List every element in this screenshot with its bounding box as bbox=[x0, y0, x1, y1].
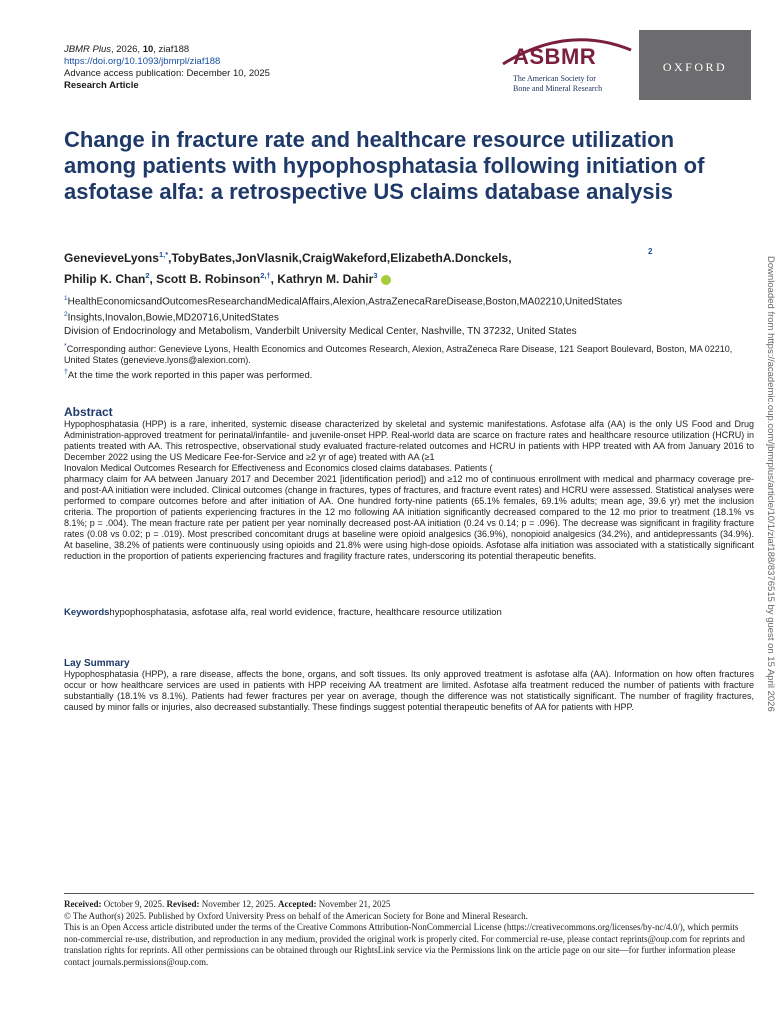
abstract-body bbox=[64, 419, 754, 562]
volume: 10 bbox=[142, 44, 154, 55]
author-name[interactable]: ,TobyBates, bbox=[168, 251, 236, 265]
asbmr-subtitle: The American Society for Bone and Mineral Research bbox=[513, 74, 603, 93]
journal-meta: JBMR Plus, 2026, 10, ziaf188 https://doi.org/10.1093/jbmrpl/ziaf188 Advance access publication: December 10, 2025 Research Article bbox=[64, 44, 270, 91]
affiliation-1: $^1$HealthEconomicsandOutcomesResearchandMedicalAffairs,Alexion,AstraZenecaRareDisease,Boston,MA02210,UnitedStates bbox=[64, 295, 623, 308]
affiliations bbox=[64, 292, 754, 338]
author-name[interactable]: JonVlasnik, bbox=[235, 251, 302, 265]
keywords: Keywordshypophosphatasia, asfotase alfa, real world evidence, fracture, healthcare resource utilization bbox=[64, 607, 502, 618]
corresponding-author: *Corresponding author: Genevieve Lyons, Health Economics and Outcomes Research, Alexion, AstraZeneca Rare Disease, 121 Seaport Boulevard, Boston, MA 02210, United States (genevieve.lyons@alexion.com). bbox=[64, 343, 733, 365]
abstract-paragraph: pharmacy claim for AA between January 2017 and December 2021 [identification period]) and ≥12 mo of continuous enrollment with medical and pharmacy coverage pre- and post-AA initiation were included. Clinical outcomes (change in fractures, types of fractures, and fracture event rates) and HCRU were assessed. Statistical analyses were performed to compare outcomes before and after initiation of AA. One hundred forty-nine patients (65.1% females, 69.1% adults; mean age, 39.6 yr) met the inclusion criteria. The proportion of patients experiencing fractures in the 12 mo following AA initiation significantly decreased compared to the 12 mo prior to treatment (18.1% vs 8.1%; p = .004). The mean fracture rate per patient per year nominally decreased post-AA initiation (0.24 vs 0.14; p = .096). The decrease was significant in fragility fracture rates (0.08 vs 0.02; p = .019). Most prescribed concomitant drugs at baseline were opioid analgesics (36.9%), nonopioid analgesics (34.2%), and antidepressants (34.9%). At baseline, 38.2% of patients were continuously using opioids and 21.8% were using high-dose opioids. Asfotase alfa initiation was associated with a statistically significant reduction in the proportion of patients experiencing fractures and fragility fracture rates, underscoring its potential therapeutic benefits. bbox=[64, 474, 754, 561]
affiliation-2: $^2$Insights,Inovalon,Bowie,MD20716,UnitedStates bbox=[64, 311, 279, 324]
lay-summary-heading: Lay Summary bbox=[64, 658, 130, 669]
affiliation-superscript: 2 bbox=[648, 247, 653, 256]
article-type: Research Article bbox=[64, 80, 139, 91]
download-side-text: Downloaded from https://academic.oup.com/jbmrplus/article/10/1/ziaf188/8376515 by guest on 15 April 2026 bbox=[765, 256, 776, 712]
author-name[interactable]: CraigWakeford, bbox=[301, 251, 391, 265]
author-name[interactable]: , Kathryn M. Dahir bbox=[270, 272, 374, 286]
oxford-name: OXFORD bbox=[662, 60, 728, 74]
keywords-label: Keywords bbox=[64, 607, 110, 618]
asbmr-name: ASBMR bbox=[513, 44, 597, 69]
abstract-paragraph: Inovalon Medical Outcomes Research for Effectiveness and Economics closed claims databases. Patients ( bbox=[64, 463, 493, 473]
lay-summary-body: Hypophosphatasia (HPP), a rare disease, affects the bone, organs, and soft tissues. Its only approved treatment is asfotase alfa (AA). Information on how often fractures occur or how healthcare services are used in patients with HPP receiving AA treatment are limited. Asfotase alfa treatment reduced the number of patients with fracture substantially (18.1% vs 8.1%). Patients had fewer fractures per year on average, though the difference was not statistically significant. The number of fragility fractures, caused by minor falls or injuries, also decreased substantially. These findings suggest potential therapeutic benefits of AA for patients with HPP. bbox=[64, 669, 754, 712]
footer-divider bbox=[64, 893, 754, 894]
author-name[interactable]: ElizabethA.Donckels, bbox=[390, 251, 512, 265]
license: This is an Open Access article distributed under the terms of the Creative Commons Attribution-NonCommercial License (https://creativecommons.org/licenses/by-nc/4.0/), which permits non-commercial re-use, distribution, and reproduction in any medium, provided the original work is properly cited. For commercial re-use, please contact reprints@oup.com for reprints and translation rights for reprints. All other permissions can be obtained through our RightsLink service via the Permissions link on the article page on our site—for further information please contact journals.permissions@oup.com. bbox=[64, 922, 745, 967]
author-name[interactable]: , Scott B. Robinson bbox=[149, 272, 261, 286]
abstract-paragraph: Hypophosphatasia (HPP) is a rare, inherited, systemic disease characterized by skeletal and systemic manifestations. Asfotase alfa (AA) is the only US Food and Drug Administration-approved treatment for perinatal/infantile- and juvenile-onset HPP. Real-world data are scarce on fracture rates and healthcare resource utilization (HCRU) in patients treated with AA. This retrospective, observational study evaluated fracture-related outcomes and HCRU in patients with HPP treated with AA from January 2016 to December 2022 using the US Medicare Fee-for-Service and ≥2 yr of age) treated with AA (≥1 bbox=[64, 419, 754, 462]
advance-access: Advance access publication: December 10, 2025 bbox=[64, 68, 270, 79]
footer bbox=[64, 899, 754, 968]
copyright: © The Author(s) 2025. Published by Oxford University Press on behalf of the American Society for Bone and Mineral Research. bbox=[64, 910, 528, 921]
article-title: Change in fracture rate and healthcare resource utilization among patients with hypophosphatasia following initiation of asfotase alfa: a retrospective US claims database analysis bbox=[64, 127, 705, 204]
doi-link[interactable]: https://doi.org/10.1093/jbmrpl/ziaf188 bbox=[64, 56, 221, 67]
author-name[interactable]: GenevieveLyons bbox=[64, 251, 159, 265]
dates: Received: October 9, 2025. Revised: November 12, 2025. Accepted: November 21, 2025 bbox=[64, 899, 391, 909]
abstract-heading: Abstract bbox=[64, 405, 113, 419]
author-list: GenevieveLyons$^{1,*}$,TobyBates,JonVlasnik,CraigWakeford,ElizabethA.Donckels, Philip K. Chan$^2$, Scott B. Robinson$^{2,\dagger}$, Kathryn M. Dahir$^3$ bbox=[64, 250, 512, 286]
affiliation-3: Division of Endocrinology and Metabolism, Vanderbilt University Medical Center, Nashville, TN 37232, United States bbox=[64, 325, 577, 337]
orcid-icon[interactable] bbox=[381, 275, 391, 285]
dagger-note: †At the time the work reported in this paper was performed. bbox=[64, 369, 313, 382]
author-name[interactable]: Philip K. Chan bbox=[64, 272, 146, 286]
oxford-logo[interactable] bbox=[639, 30, 751, 100]
asbmr-logo[interactable] bbox=[497, 30, 637, 100]
journal-name: JBMR Plus bbox=[64, 44, 111, 55]
